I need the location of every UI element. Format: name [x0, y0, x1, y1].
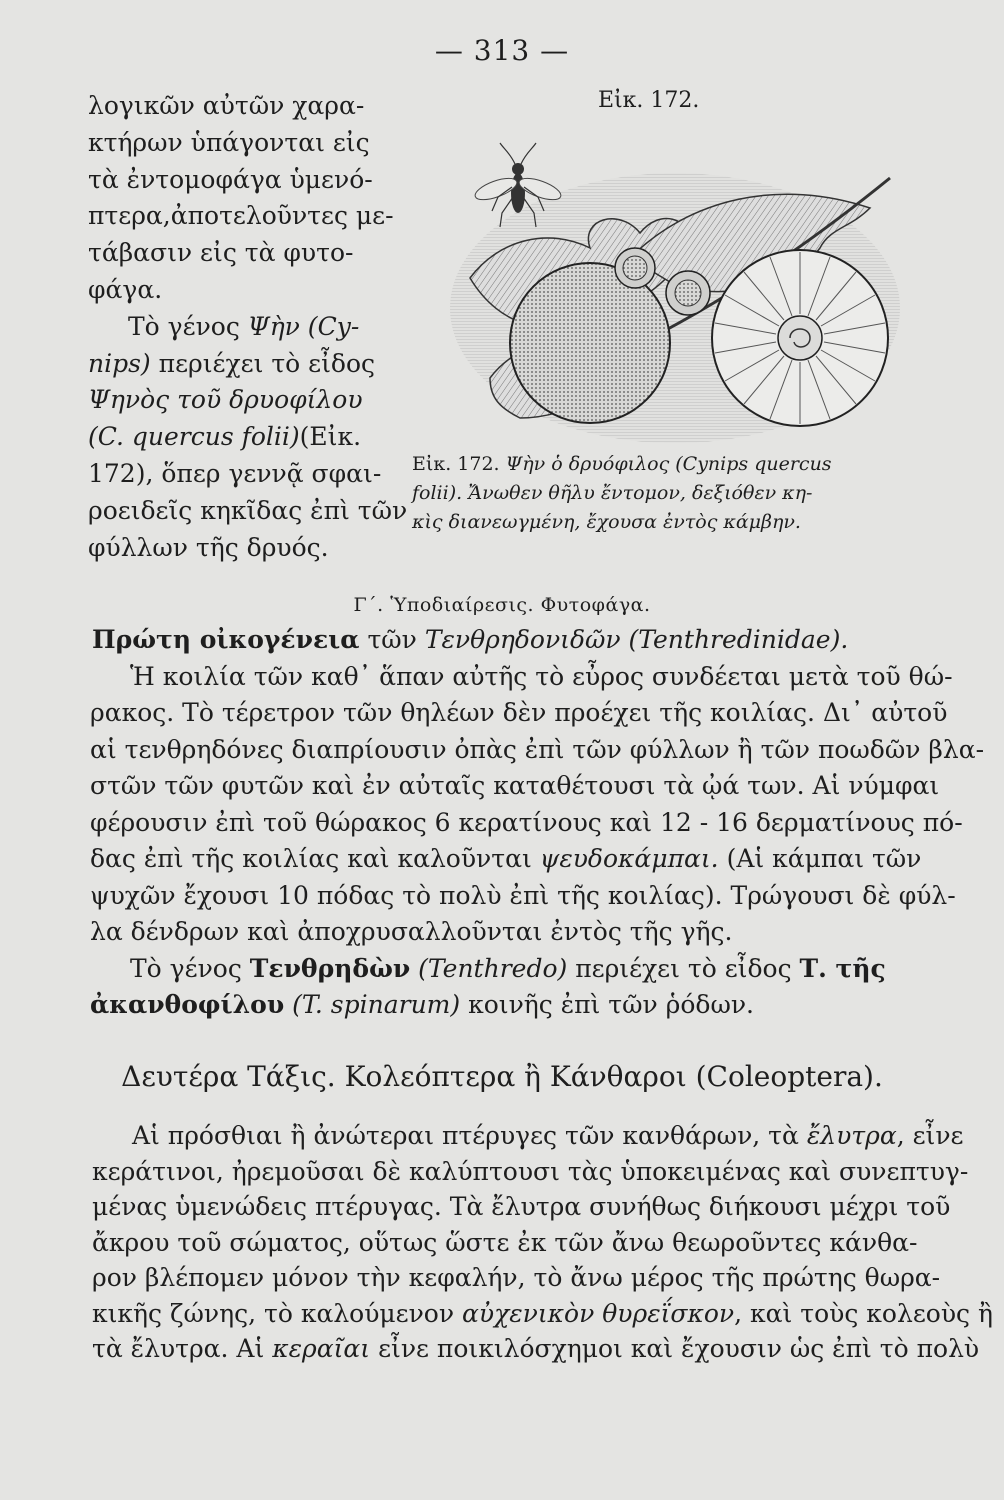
text-line — [88, 419, 388, 456]
larva-chamber — [778, 316, 822, 360]
text-line: λα δένδρων καὶ ἀποχρυσαλλοῦνται ἐντὸς τῆς γῆς. — [90, 917, 733, 946]
figure-reference: (Εἰκ. — [299, 422, 362, 452]
figure-illustration — [430, 138, 900, 448]
term: αὐχενικὸν θυρεΐσκον — [462, 1298, 735, 1328]
text-line: ρον βλέπομεν μόνον τὴν κεφαλήν, τὸ ἄνω μέρος τῆς πρώτης θωρα- — [92, 1263, 941, 1292]
text-line — [88, 309, 388, 346]
species-name: Ψηνὸς τοῦ δρυοφίλου — [88, 385, 363, 415]
text-span: Αἱ πρόσθιαι ἢ ἀνώτεραι πτέρυγες τῶν κανθάρων, τὰ — [132, 1121, 807, 1150]
species-name-latin: (T. spinarum) — [284, 990, 461, 1019]
genus-name: Ψὴν (Cy- — [247, 311, 360, 341]
species-name-latin: (C. quercus folii) — [88, 422, 300, 452]
text-line: στῶν τῶν φυτῶν καὶ ἐν αὐταῖς καταθέτουσι τὰ ᾠά των. Αἱ νύμφαι — [90, 771, 940, 800]
text-span: Τὸ γένος — [128, 311, 248, 341]
genus-name: Τενθρηδὼν — [249, 953, 411, 983]
text-line: κτήρων ὑπάγονται εἰς — [88, 127, 370, 157]
family-heading-line — [90, 622, 910, 659]
species-name: ἀκανθοφίλου — [90, 990, 285, 1019]
text-line: 172), ὅπερ γεννᾷ σφαι- — [88, 458, 382, 488]
text-line — [90, 841, 922, 878]
text-line: ροειδεῖς κηκῖδας ἐπὶ τῶν — [88, 495, 408, 525]
figure-label: Εἰκ. 172. — [598, 88, 700, 113]
text-span: , εἶνε — [896, 1121, 964, 1150]
text-line: φέρουσιν ἐπὶ τοῦ θώρακος 6 κερατίνους καὶ 12 - 16 δερματίνους πό- — [90, 807, 963, 837]
text-line: αἱ τενθρηδόνες διαπρίουσιν ὀπὰς ἐπὶ τῶν φύλλων ἢ τῶν ποωδῶν βλα- — [90, 734, 985, 764]
text-line: τὰ ἐντομοφάγα ὑμενό- — [88, 164, 373, 194]
text-span: τῶν — [359, 625, 425, 654]
order-heading: Δευτέρα Τάξις. Κολεόπτερα ἢ Κάνθαροι (Coleoptera). — [121, 1060, 883, 1093]
text-line — [90, 987, 910, 1024]
text-line: φύλλων τῆς δρυός. — [88, 532, 329, 562]
text-line: φάγα. — [88, 274, 163, 304]
text-line: μένας ὑμενώδεις πτέρυγας. Τὰ ἔλυτρα συνήθως διήκουσι μέχρι τοῦ — [92, 1192, 951, 1221]
subdivision-heading: Γ΄. Ὑποδιαίρεσις. Φυτοφάγα. — [353, 594, 651, 616]
text-span: Τὸ γένος — [130, 953, 250, 983]
species-name: Τ. τῆς — [799, 953, 886, 983]
text-line: ρακος. Τὸ τέρετρον τῶν θηλέων δὲν προέχει τῆς κοιλίας. Δι᾽ αὐτοῦ — [90, 698, 948, 727]
text-line: τάβασιν εἰς τὰ φυτο- — [88, 238, 354, 268]
text-line — [88, 346, 388, 383]
figure-caption — [412, 450, 912, 537]
caption-line: folii). Ἄνωθεν θῆλυ ἔντομον, δεξιόθεν κη- — [412, 482, 813, 504]
body-text — [90, 622, 985, 1024]
family-name: Τενθρηδονιδῶν (Tenthredinidae). — [424, 625, 849, 654]
page-number: — 313 — — [434, 34, 570, 67]
genus-name-latin: (Tenthredo) — [410, 953, 568, 983]
text-line: Ἡ κοιλία τῶν καθ᾽ ἅπαν αὐτῆς τὸ εὖρος συνδέεται μετὰ τοῦ θώ- — [130, 661, 953, 691]
text-span: (Αἱ κάμπαι τῶν — [718, 844, 922, 873]
term: ἔλυτρα — [806, 1121, 897, 1150]
text-span: περιέχει τὸ εἶδος — [567, 953, 800, 983]
text-line — [90, 951, 910, 988]
term: κεραῖαι — [272, 1334, 371, 1363]
text-span: τὰ ἔλυτρα. Αἱ — [92, 1334, 273, 1363]
text-line: πτερα,ἀποτελοῦντες με- — [88, 201, 394, 231]
text-line — [92, 1118, 964, 1154]
caption-line — [412, 450, 912, 479]
text-line: ἄκρου τοῦ σώματος, οὕτως ὥστε ἐκ τῶν ἄνω θεωροῦντες κάνθα- — [92, 1227, 918, 1257]
caption-text: Ψὴν ὁ δρυόφιλος (Cynips quercus — [505, 453, 832, 475]
text-line — [92, 1331, 980, 1367]
text-span: κοινῆς ἐπὶ τῶν ῥόδων. — [460, 990, 754, 1019]
text-span: περιέχει τὸ εἶδος — [150, 348, 376, 378]
text-line: ψυχῶν ἔχουσι 10 πόδας τὸ πολὺ ἐπὶ τῆς κοιλίας). Τρώγουσι δὲ φύλ- — [90, 880, 956, 910]
text-span: , καὶ τοὺς κολεοὺς ἢ — [734, 1298, 993, 1328]
text-span: κικῆς ζώνης, τὸ καλούμενον — [92, 1298, 463, 1328]
term: ψευδοκάμπαι. — [539, 844, 719, 873]
left-column-text — [88, 88, 408, 566]
text-span: εἶνε ποικιλόσχημοι καὶ ἔχουσιν ὡς ἐπὶ τὸ πολὺ — [370, 1334, 980, 1363]
text-line — [92, 1296, 993, 1332]
caption-figure-number: Εἰκ. 172. — [412, 453, 506, 475]
caption-line: κὶς διανεωγμένη, ἔχουσα ἐντὸς κάμβην. — [412, 511, 801, 533]
text-line: λογικῶν αὐτῶν χαρα- — [88, 91, 365, 120]
text-line: κεράτινοι, ἠρεμοῦσαι δὲ καλύπτουσι τὰς ὑποκειμένας καὶ συνεπτυγ- — [92, 1156, 969, 1186]
family-heading: Πρώτη οἰκογένεια — [92, 625, 360, 654]
body-text-coleoptera — [92, 1118, 993, 1367]
gall-opened — [712, 250, 888, 426]
gall-large — [510, 263, 670, 423]
text-span: δας ἐπὶ τῆς κοιλίας καὶ καλοῦνται — [90, 844, 540, 873]
genus-name-latin: nips) — [88, 348, 151, 378]
